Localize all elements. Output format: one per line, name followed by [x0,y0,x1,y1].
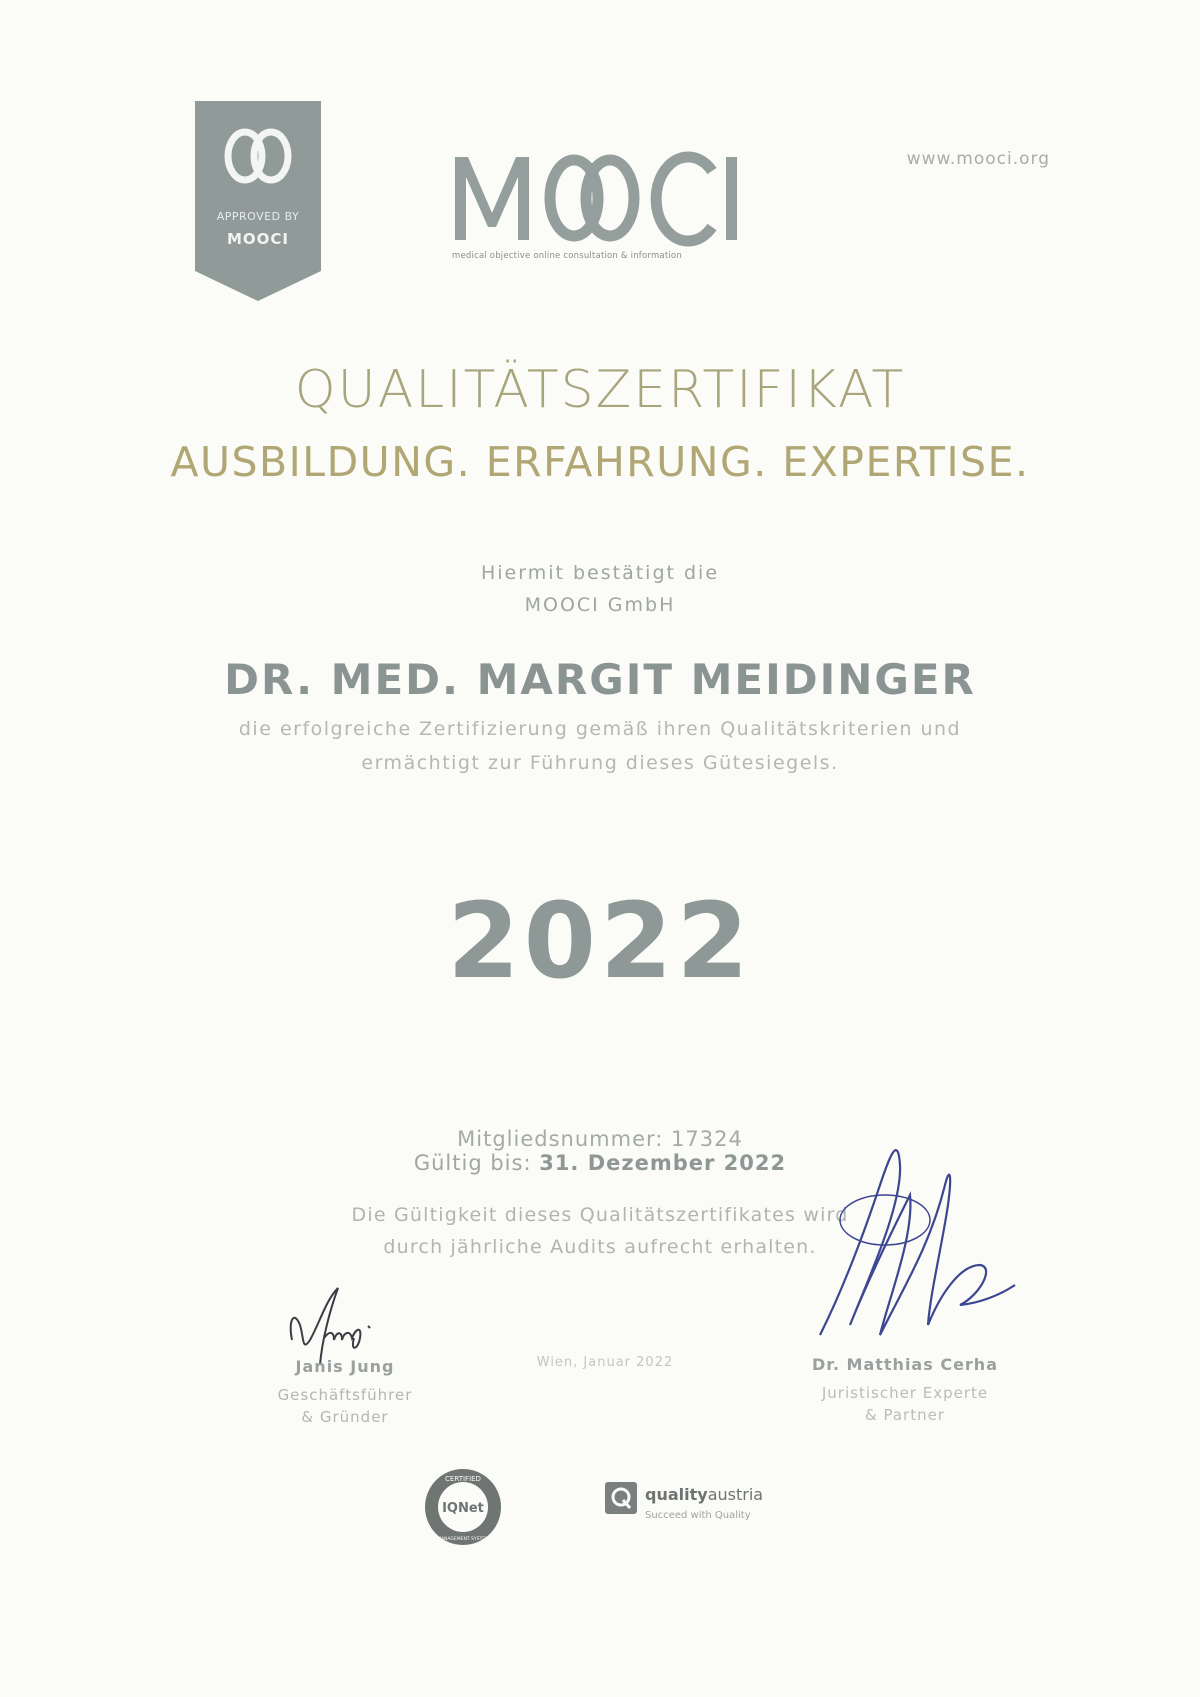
certificate-title: QUALITÄTSZERTIFIKAT [294,360,906,420]
description-line-2: ermächtigt zur Führung dieses Gütesiegels. [361,752,839,774]
website-url: www.mooci.org [906,149,1050,169]
signatory-left-role-1: Geschäftsführer [277,1386,413,1404]
qualityaustria-q-icon [605,1482,637,1514]
iqnet-bottom-text: MANAGEMENT SYSTEM [437,1537,489,1542]
logo-tagline: medical objective online consultation & information [452,251,682,261]
qa-regular-part: austria [707,1485,764,1504]
issuer-name: MOOCI GmbH [524,594,676,616]
description-line-1: die erfolgreiche Zertifizierung gemäß ihren Qualitätskriterien und [238,718,962,740]
badge-brand-text: MOOCI [226,230,290,248]
signatory-left-name: Janis Jung [295,1357,395,1376]
membership-value: 17324 [671,1127,743,1151]
membership-number [0,1127,1200,1151]
validity-date: 31. Dezember 2022 [539,1151,787,1175]
qualityaustria-name [645,1485,763,1504]
approved-by-badge [195,101,321,301]
badge-approved-text: APPROVED BY [216,210,300,223]
certificate-subtitle: AUSBILDUNG. ERFAHRUNG. EXPERTISE. [170,438,1030,486]
place-date: Wien, Januar 2022 [536,1355,674,1370]
validity-label: Gültig bis: [413,1151,532,1175]
validity [0,1151,1200,1175]
signatory-right-role-2: & Partner [865,1406,945,1424]
qualityaustria-tagline: Succeed with Quality [645,1510,751,1521]
membership-label: Mitgliedsnummer: [457,1127,664,1151]
confirm-line-1: Hiermit bestätigt die [480,562,720,584]
logo-rings-icon [550,160,634,236]
signature-right [810,1125,1020,1345]
note-line-1: Die Gültigkeit dieses Qualitätszertifikates wird [351,1204,849,1226]
note-line-2: durch jährliche Audits aufrecht erhalten. [383,1236,817,1258]
mooci-logo [450,135,750,255]
signatory-right-name: Dr. Matthias Cerha [812,1355,998,1374]
iqnet-top-text: CERTIFIED [445,1475,481,1483]
signatory-left-role-2: & Gründer [301,1408,389,1426]
qa-bold-part: quality [645,1485,708,1504]
signatory-right-role-1: Juristischer Experte [821,1384,989,1402]
certificate-year: 2022 [447,880,753,1002]
recipient-name: DR. MED. MARGIT MEIDINGER [224,655,976,704]
iqnet-seal-icon [423,1467,503,1547]
iqnet-center-text: IQNet [442,1501,484,1516]
